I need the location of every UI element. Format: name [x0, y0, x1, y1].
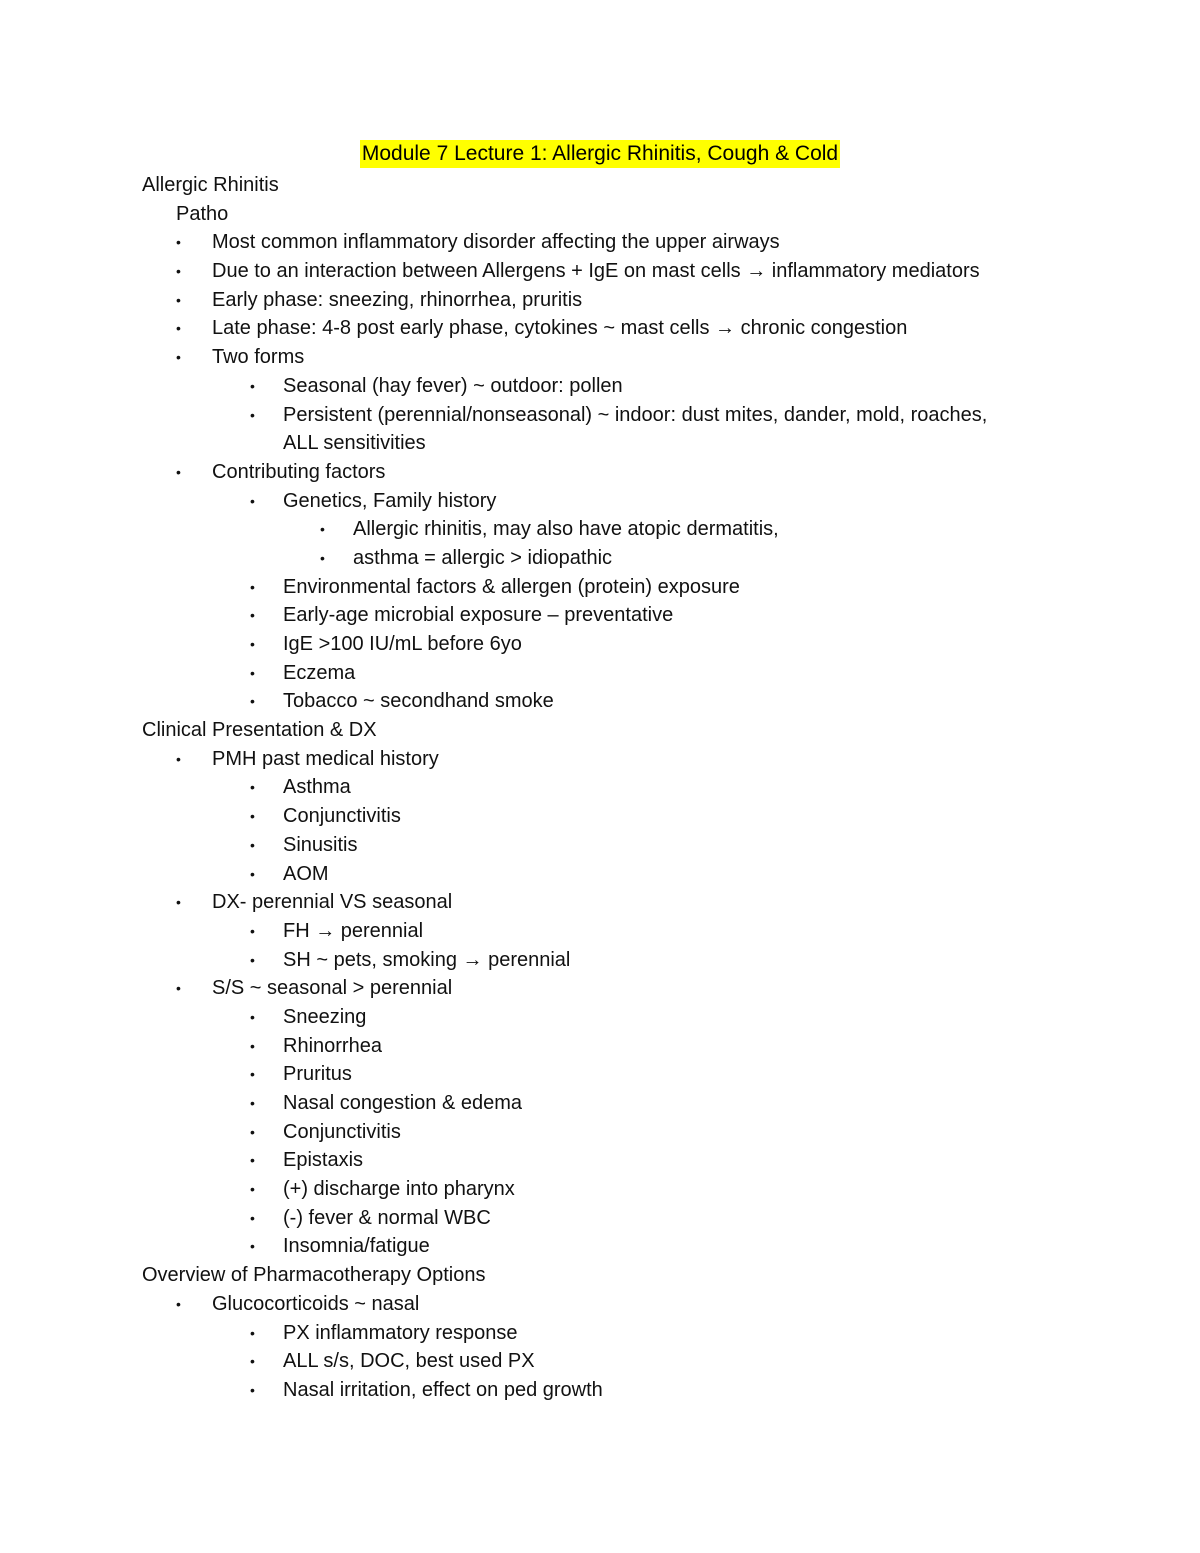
list-item [0, 860, 1200, 889]
list-item [0, 544, 1200, 573]
bullet-icon: • [250, 492, 255, 509]
bullet-icon: • [250, 1238, 255, 1255]
list-item [0, 1146, 1200, 1175]
bullet-icon: • [250, 406, 255, 423]
bullet-icon: • [250, 1123, 255, 1140]
bullet-icon: • [176, 291, 181, 308]
list-item [0, 257, 1200, 286]
line-text: Late phase: 4-8 post early phase, cytokines ~ mast cells → chronic congestion [212, 317, 908, 340]
list-item [0, 458, 1200, 487]
line-text: Clinical Presentation & DX [142, 719, 377, 742]
line-text: Allergic Rhinitis [142, 174, 279, 196]
bullet-icon: • [250, 808, 255, 825]
line-text: Environmental factors & allergen (protein) exposure [283, 575, 740, 598]
line-text: Eczema [283, 661, 356, 684]
list-item [0, 401, 1200, 430]
bullet-icon: • [176, 349, 181, 366]
bullet-icon: • [250, 1209, 255, 1226]
line-text: Glucocorticoids ~ nasal [212, 1292, 420, 1315]
line-text: Two forms [212, 346, 305, 369]
line-text: Nasal congestion & edema [283, 1092, 523, 1114]
line-text: S/S ~ seasonal > perennial [212, 977, 453, 1000]
list-item [0, 573, 1200, 602]
bullet-icon: • [250, 636, 255, 652]
line-text: Insomnia/fatigue [283, 1235, 430, 1258]
bullet-icon: • [250, 377, 255, 394]
bullet-icon: • [250, 1037, 255, 1054]
line-text: (+) discharge into pharynx [283, 1178, 515, 1201]
list-item [0, 1118, 1200, 1147]
list-item [0, 286, 1200, 315]
notes-body [0, 171, 1200, 1405]
bullet-icon: • [250, 1008, 255, 1025]
list-item [0, 802, 1200, 831]
list-item [0, 946, 1200, 975]
list-item [0, 917, 1200, 946]
line-text: Contributing factors [212, 460, 386, 483]
list-item [0, 630, 1200, 659]
bullet-icon: • [320, 521, 325, 538]
line-text: Sneezing [283, 1005, 367, 1028]
line-text: Allergic rhinitis, may also have atopic dermatitis, [353, 518, 779, 541]
list-item [0, 1347, 1200, 1376]
bullet-icon: • [250, 779, 255, 796]
subsection-heading [0, 200, 1200, 229]
line-text: SH ~ pets, smoking → perennial [283, 948, 571, 971]
subsection-heading [0, 429, 1200, 458]
list-item [0, 659, 1200, 688]
bullet-icon: • [176, 750, 181, 767]
line-text: Asthma [283, 776, 351, 799]
bullet-icon: • [250, 607, 255, 624]
bullet-icon: • [250, 836, 255, 853]
line-text: Early phase: sneezing, rhinorrhea, pruritis [212, 288, 583, 311]
line-text: IgE >100 IU/mL before 6yo [283, 633, 522, 655]
line-text: asthma = allergic > idiopathic [353, 546, 613, 569]
list-item [0, 745, 1200, 774]
section-heading [0, 1261, 1200, 1290]
line-text: Early-age microbial exposure – preventative [283, 604, 674, 627]
title-container [0, 140, 1200, 168]
bullet-icon: • [250, 1181, 255, 1198]
bullet-icon: • [250, 664, 255, 681]
line-text: Tobacco ~ secondhand smoke [283, 690, 554, 713]
list-item [0, 1204, 1200, 1233]
bullet-icon: • [250, 1095, 255, 1111]
list-item [0, 1232, 1200, 1261]
line-text: Sinusitis [283, 833, 358, 856]
list-item [0, 515, 1200, 544]
list-item [0, 372, 1200, 401]
line-text: AOM [283, 862, 329, 885]
list-item [0, 974, 1200, 1003]
bullet-icon: • [176, 463, 181, 480]
list-item [0, 343, 1200, 372]
list-item [0, 773, 1200, 802]
line-text: Overview of Pharmacotherapy Options [142, 1264, 486, 1287]
line-text: Pruritus [283, 1063, 352, 1086]
section-heading [0, 171, 1200, 200]
line-text: ALL sensitivities [283, 432, 426, 455]
bullet-icon: • [176, 320, 181, 337]
list-item [0, 1089, 1200, 1118]
list-item [0, 888, 1200, 917]
bullet-icon: • [250, 951, 255, 968]
list-item [0, 601, 1200, 630]
line-text: DX- perennial VS seasonal [212, 891, 453, 914]
bullet-icon: • [176, 263, 181, 280]
line-text: Genetics, Family history [283, 489, 497, 512]
list-item [0, 1175, 1200, 1204]
bullet-icon: • [176, 234, 181, 251]
line-text: Persistent (perennial/nonseasonal) ~ indoor: dust mites, dander, mold, roaches, [283, 403, 988, 426]
bullet-icon: • [176, 1295, 181, 1312]
bullet-icon: • [250, 1353, 255, 1370]
bullet-icon: • [176, 980, 181, 997]
line-text: Due to an interaction between Allergens + IgE on mast cells → inflammatory mediators [212, 260, 980, 283]
line-text: Epistaxis [283, 1149, 364, 1172]
line-text: FH → perennial [283, 919, 424, 942]
bullet-icon: • [250, 693, 255, 710]
bullet-icon: • [250, 1152, 255, 1169]
list-item [0, 831, 1200, 860]
list-item [0, 228, 1200, 257]
line-text: PX inflammatory response [283, 1321, 518, 1344]
line-text: Conjunctivitis [283, 805, 401, 828]
bullet-icon: • [320, 549, 325, 566]
bullet-icon: • [250, 922, 255, 939]
list-item [0, 1003, 1200, 1032]
list-item [0, 1060, 1200, 1089]
line-text: Seasonal (hay fever) ~ outdoor: pollen [283, 374, 623, 397]
line-text: Patho [176, 202, 229, 225]
list-item [0, 1290, 1200, 1319]
bullet-icon: • [176, 894, 181, 911]
section-heading [0, 716, 1200, 745]
bullet-icon: • [250, 1066, 255, 1083]
list-item [0, 314, 1200, 343]
list-item [0, 487, 1200, 516]
line-text: Nasal irritation, effect on ped growth [283, 1378, 603, 1401]
line-text: ALL s/s, DOC, best used PX [283, 1350, 535, 1373]
line-text: PMH past medical history [212, 747, 439, 770]
list-item [0, 687, 1200, 716]
bullet-icon: • [250, 1381, 255, 1398]
line-text: (-) fever & normal WBC [283, 1206, 491, 1229]
line-text: Most common inflammatory disorder affecting the upper airways [212, 231, 780, 254]
bullet-icon: • [250, 1324, 255, 1341]
list-item [0, 1376, 1200, 1405]
list-item [0, 1319, 1200, 1348]
document-title: Module 7 Lecture 1: Allergic Rhinitis, Cough & Cold [360, 140, 840, 168]
bullet-icon: • [250, 865, 255, 882]
line-text: Conjunctivitis [283, 1120, 401, 1143]
list-item [0, 1032, 1200, 1061]
line-text: Rhinorrhea [283, 1034, 382, 1057]
bullet-icon: • [250, 578, 255, 595]
